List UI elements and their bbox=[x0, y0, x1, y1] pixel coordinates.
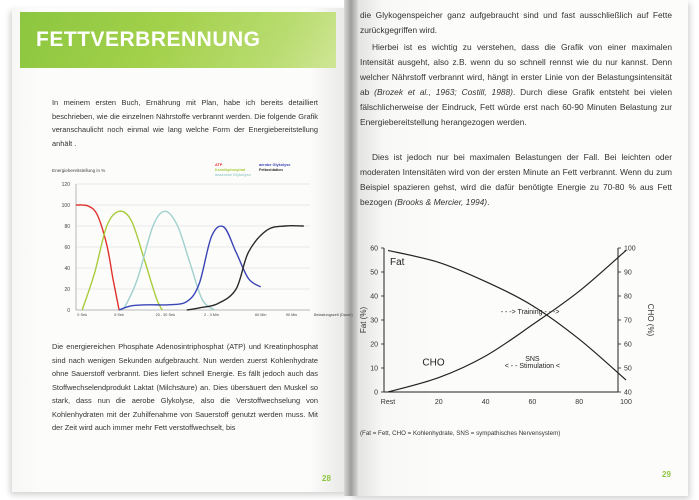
y-tick-label: 60 bbox=[64, 245, 70, 251]
y2-tick-label: 50 bbox=[624, 365, 632, 373]
legend-entry: ATP bbox=[215, 163, 223, 167]
x-tick-label: 60 Min bbox=[255, 313, 267, 317]
x-tick-label: 20 - 30 Sek bbox=[155, 313, 176, 317]
y2-axis-label: CHO (%) bbox=[646, 303, 655, 337]
x-tick-label: 0 Sek bbox=[77, 313, 88, 317]
crossover-chart bbox=[356, 238, 678, 416]
y2-tick-label: 100 bbox=[624, 245, 636, 253]
y2-tick-label: 80 bbox=[624, 293, 632, 301]
right-paragraph-2: Hierbei ist es wichtig zu verstehen, dass die Grafik von einer maximalen Intensität ausgeht, also z.B. wenn du so schnell rennst wie du nur kannst. Denn welcher Nährstoff verbrannt wird, hängt in erster Linie von der Belastungsintensität ab (Brozek et al., 1963; Costill, 1988). Durch diese Grafik entsteht bei vielen fälschlicherweise der Eindruck, Fett würde erst nach 60-90 Minuten Belastung zur Energiebereitstellung herangezogen werden. bbox=[360, 42, 672, 127]
y-tick-label: 50 bbox=[370, 269, 378, 277]
y2-tick-label: 70 bbox=[624, 317, 632, 325]
sns-annotation: SNS bbox=[525, 355, 540, 363]
x-tick-label: 2 - 3 Min bbox=[204, 313, 219, 317]
y-tick-label: 20 bbox=[370, 341, 378, 349]
y2-tick-label: 90 bbox=[624, 269, 632, 277]
x-tick-label: 5 Sek bbox=[114, 313, 124, 317]
y-tick-label: 40 bbox=[64, 266, 70, 272]
citation-brozek-costill: (Brozek et al., 1963; Costill, 1988) bbox=[374, 87, 513, 97]
x-tick-label: 90 Min bbox=[285, 313, 298, 317]
x-tick-label: 100 bbox=[620, 399, 632, 406]
y-tick-label: 40 bbox=[370, 293, 378, 301]
right-paragraph-3: Dies ist jedoch nur bei maximalen Belastungen der Fall. Bei leichten oder moderaten Intensitäten wird von der ersten Minute an Fett verbrannt. Wenn du zum Beispiel spazieren gehst, wird die dafür benötigte Energie zu 70-80 % aus Fett bezogen (Brooks & Mercier, 1994). bbox=[360, 152, 672, 207]
y2-tick-label: 60 bbox=[624, 341, 632, 349]
legend-entry: aerobe Glykolyse bbox=[259, 163, 291, 167]
x-tick-label: 80 bbox=[575, 399, 584, 406]
y2-tick-label: 40 bbox=[624, 389, 632, 397]
y-tick-label: 80 bbox=[64, 224, 70, 230]
x-tick-label: 60 bbox=[528, 399, 537, 406]
legend-entry: Fettoxidation bbox=[259, 168, 283, 172]
y-tick-label: 100 bbox=[61, 203, 70, 209]
fat-label: Fat bbox=[390, 256, 405, 268]
y-tick-label: 0 bbox=[374, 389, 378, 397]
page-number-left: 28 bbox=[322, 474, 331, 483]
series-line-atp bbox=[76, 205, 119, 310]
y-tick-label: 20 bbox=[64, 287, 70, 293]
x-tick-label: 20 bbox=[434, 399, 443, 406]
series-line-cho bbox=[388, 250, 626, 392]
training-annotation: - - -> Training - - -> bbox=[500, 309, 560, 316]
intro-paragraph: In meinem ersten Buch, Ernährung mit Plan, habe ich bereits detailliert beschrieben, wie die einzelnen Nährstoffe verbrannt werden. Die folgende Grafik veranschaulicht noch einmal wie lang welche Form der Energiebereitstellung anhält . bbox=[52, 98, 318, 148]
y-axis-label: Energiebereitstellung in % bbox=[52, 168, 106, 173]
x-tick-label: Rest bbox=[380, 399, 396, 406]
chart-caption: (Fat = Fett, CHO = Kohlenhydrate, SNS = sympathisches Nervensystem) bbox=[360, 430, 561, 437]
page-title: FETTVERBRENNUNG bbox=[36, 28, 261, 51]
right-paragraph-1: die Glykogenspeicher ganz aufgebraucht sind und fast ausschließlich auf Fette zurückgegriffen wird. bbox=[360, 10, 672, 35]
y-tick-label: 0 bbox=[67, 308, 70, 314]
legend-entry: anaerobe Glykolyse bbox=[215, 173, 251, 177]
y-axis-label: Fat (%) bbox=[359, 306, 368, 334]
y-tick-label: 120 bbox=[61, 182, 70, 188]
y-tick-label: 30 bbox=[370, 317, 378, 325]
cho-label: CHO bbox=[422, 357, 445, 369]
y-tick-label: 10 bbox=[370, 365, 378, 373]
body-paragraph: Die energiereichen Phosphate Adenosintriphosphat (ATP) und Kreatinphosphat sind nach wenigen Sekunden aufgebraucht. Nun werden zuerst Kohlenhydrate ohne Sauerstoff verbrannt. Dies liefert schnell Energie. Es fällt jedoch auch das Stoffwechselendprodukt Laktat (Milchsäure) an. Dies übersäuert den Muskel so stark, dass nun die aerobe Glykolyse, also die Verstoffwechselung von Kohlenhydraten mit der Zuhilfenahme von Sauerstoff genutzt werden muss. Mit der Zeit wird auch immer mehr Fett verstoffwechselt, bis bbox=[52, 342, 318, 432]
y-tick-label: 60 bbox=[370, 245, 378, 253]
x-axis-label: Belastungszeit (Dauer) bbox=[314, 313, 353, 317]
stimulation-annotation: < - - Stimulation < bbox=[504, 363, 561, 370]
page-number-right: 29 bbox=[662, 470, 671, 479]
legend-entry: Kreatinphosphat bbox=[215, 168, 246, 172]
energy-supply-chart bbox=[44, 158, 353, 328]
citation-brooks-mercier: (Brooks & Mercier, 1994) bbox=[394, 197, 488, 207]
x-tick-label: 40 bbox=[481, 399, 490, 406]
